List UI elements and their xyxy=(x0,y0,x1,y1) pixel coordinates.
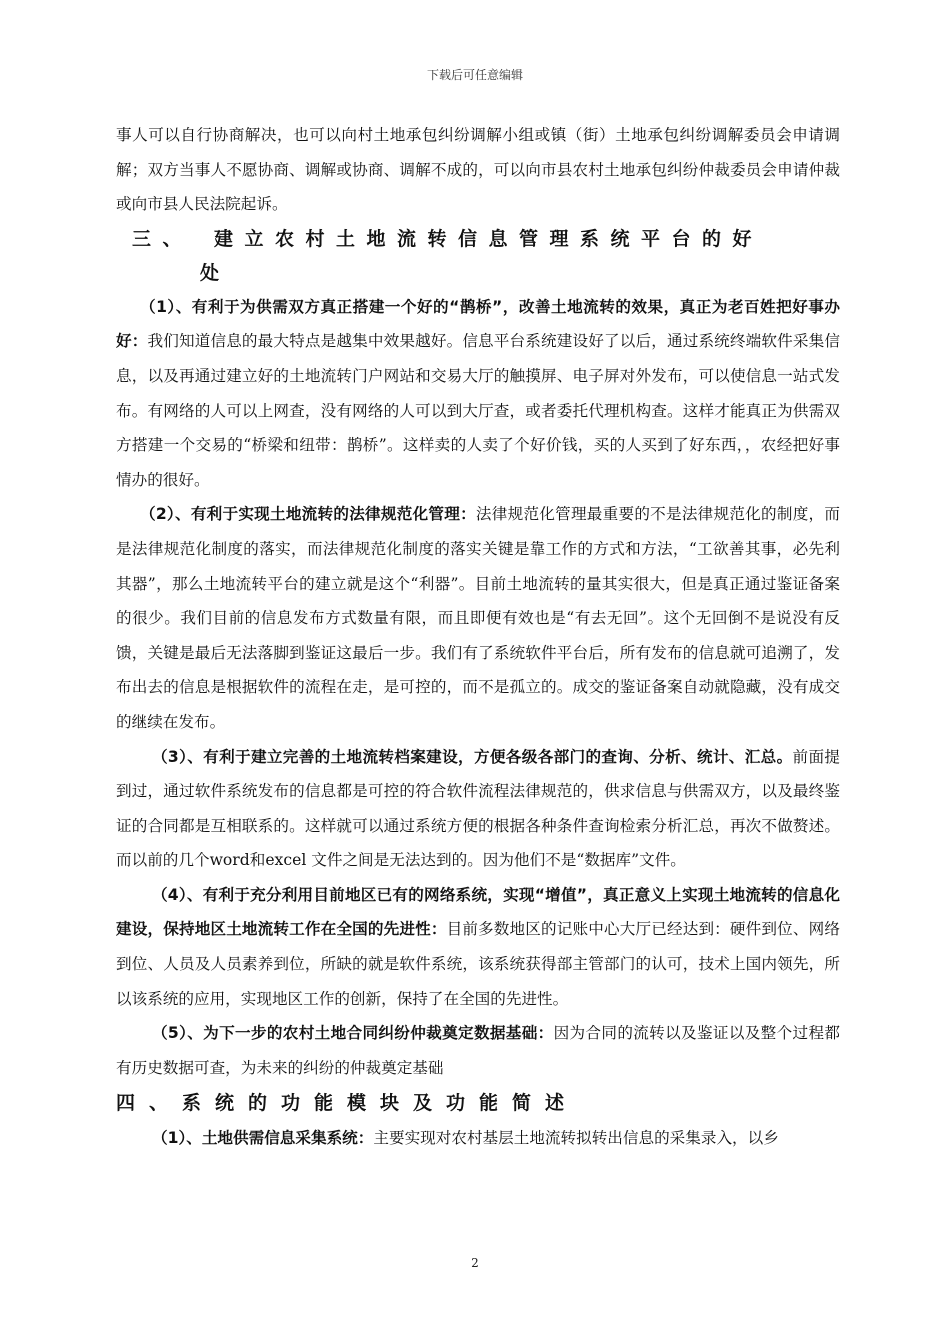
section-3-title-wrap: 处 xyxy=(200,261,220,284)
section-4-item-1 xyxy=(116,1121,840,1156)
section-3-item-4 xyxy=(116,878,840,1016)
item-lead: （1）、有利于为供需双方真正搭建一个好的“鹊桥”，改善土地流转的效果，真正为老百姓把好事办好： xyxy=(116,297,840,351)
intro-paragraph: 事人可以自行协商解决，也可以向村土地承包纠纷调解小组或镇（街）土地承包纠纷调解委员会申请调解；双方当事人不愿协商、调解或协商、调解不成的，可以向市县农村土地承包纠纷仲裁委员会申请仲裁或向市县人民法院起诉。 xyxy=(116,126,840,214)
section-3-item-1 xyxy=(116,290,840,498)
page-header: 下载后可任意编辑 xyxy=(426,68,523,82)
section-3-item-5 xyxy=(116,1016,840,1085)
section-3-item-2 xyxy=(116,497,840,739)
item-lead: （3）、有利于建立完善的土地流转档案建设，方便各级各部门的查询、分析、统计、汇总。 xyxy=(152,747,793,766)
item-lead: （5）、为下一步的农村土地合同纠纷仲裁奠定数据基础： xyxy=(152,1024,554,1043)
item-lead: （2）、有利于实现土地流转的法律规范化管理： xyxy=(140,505,476,524)
item-body: 因为合同的流转以及鉴证以及整个过程都有历史数据可查，为未来的纠纷的仲裁奠定基础 xyxy=(116,1024,840,1077)
item-body: 前面提到过，通过软件系统发布的信息都是可控的符合软件流程法律规范的，供求信息与供需双方，以及最终鉴证的合同都是互相联系的。这样就可以通过系统方便的根据各种条件查询检索分析汇总，再次不做赘述。而以前的几个word和excel 文件之间是无法达到的。因为他们不是“数据库”文件。 xyxy=(116,747,840,870)
document-body xyxy=(116,118,840,1156)
item-lead: （4）、有利于充分利用目前地区已有的网络系统，实现“增值”，真正意义上实现土地流转的信息化建设，保持地区土地流转工作在全国的先进性： xyxy=(116,885,840,939)
section-3-title: 建立农村土地流转信息管理系统平台的好 xyxy=(214,227,764,250)
section-4-heading: 四、系统的功能模块及功能简述 xyxy=(116,1092,579,1115)
item-body: 我们知道信息的最大特点是越集中效果越好。信息平台系统建设好了以后，通过系统终端软件采集信息，以及再通过建立好的土地流转门户网站和交易大厅的触摸屏、电子屏对外发布，可以使信息一站式发布。有网络的人可以上网查，没有网络的人可以到大厅查，或者委托代理机构查。这样才能真正为供需双方搭建一个交易的“桥梁和纽带：鹊桥”。这样卖的人卖了个好价钱，买的人买到了好东西，，农经把好事情办的很好。 xyxy=(116,332,840,489)
section-3-number: 三、 xyxy=(132,227,194,250)
section-3-heading xyxy=(116,222,840,290)
page-number: 2 xyxy=(471,1256,479,1270)
item-lead: （1）、土地供需信息采集系统： xyxy=(152,1129,374,1148)
item-body: 法律规范化管理最重要的不是法律规范化的制度，而是法律规范化制度的落实，而法律规范化制度的落实关键是靠工作的方式和方法，“工欲善其事，必先利其器”，那么土地流转平台的建立就是这个“利器”。目前土地流转的量其实很大，但是真正通过鉴证备案的很少。我们目前的信息发布方式数量有限，而且即便有效也是“有去无回”。这个无回倒不是说没有反馈，关键是最后无法落脚到鉴证这最后一步。我们有了系统软件平台后，所有发布的信息就可追溯了，发布出去的信息是根据软件的流程在走，是可控的，而不是孤立的。成交的鉴证备案自动就隐藏，没有成交的继续在发布。 xyxy=(116,505,840,731)
item-body: 目前多数地区的记账中心大厅已经达到：硬件到位、网络到位、人员及人员素养到位，所缺的就是软件系统，该系统获得部主管部门的认可，技术上国内领先，所以该系统的应用，实现地区工作的创新，保持了在全国的先进性。 xyxy=(116,920,840,1008)
section-3-item-3 xyxy=(116,740,840,878)
item-body: 主要实现对农村基层土地流转拟转出信息的采集录入，以乡 xyxy=(373,1129,779,1148)
